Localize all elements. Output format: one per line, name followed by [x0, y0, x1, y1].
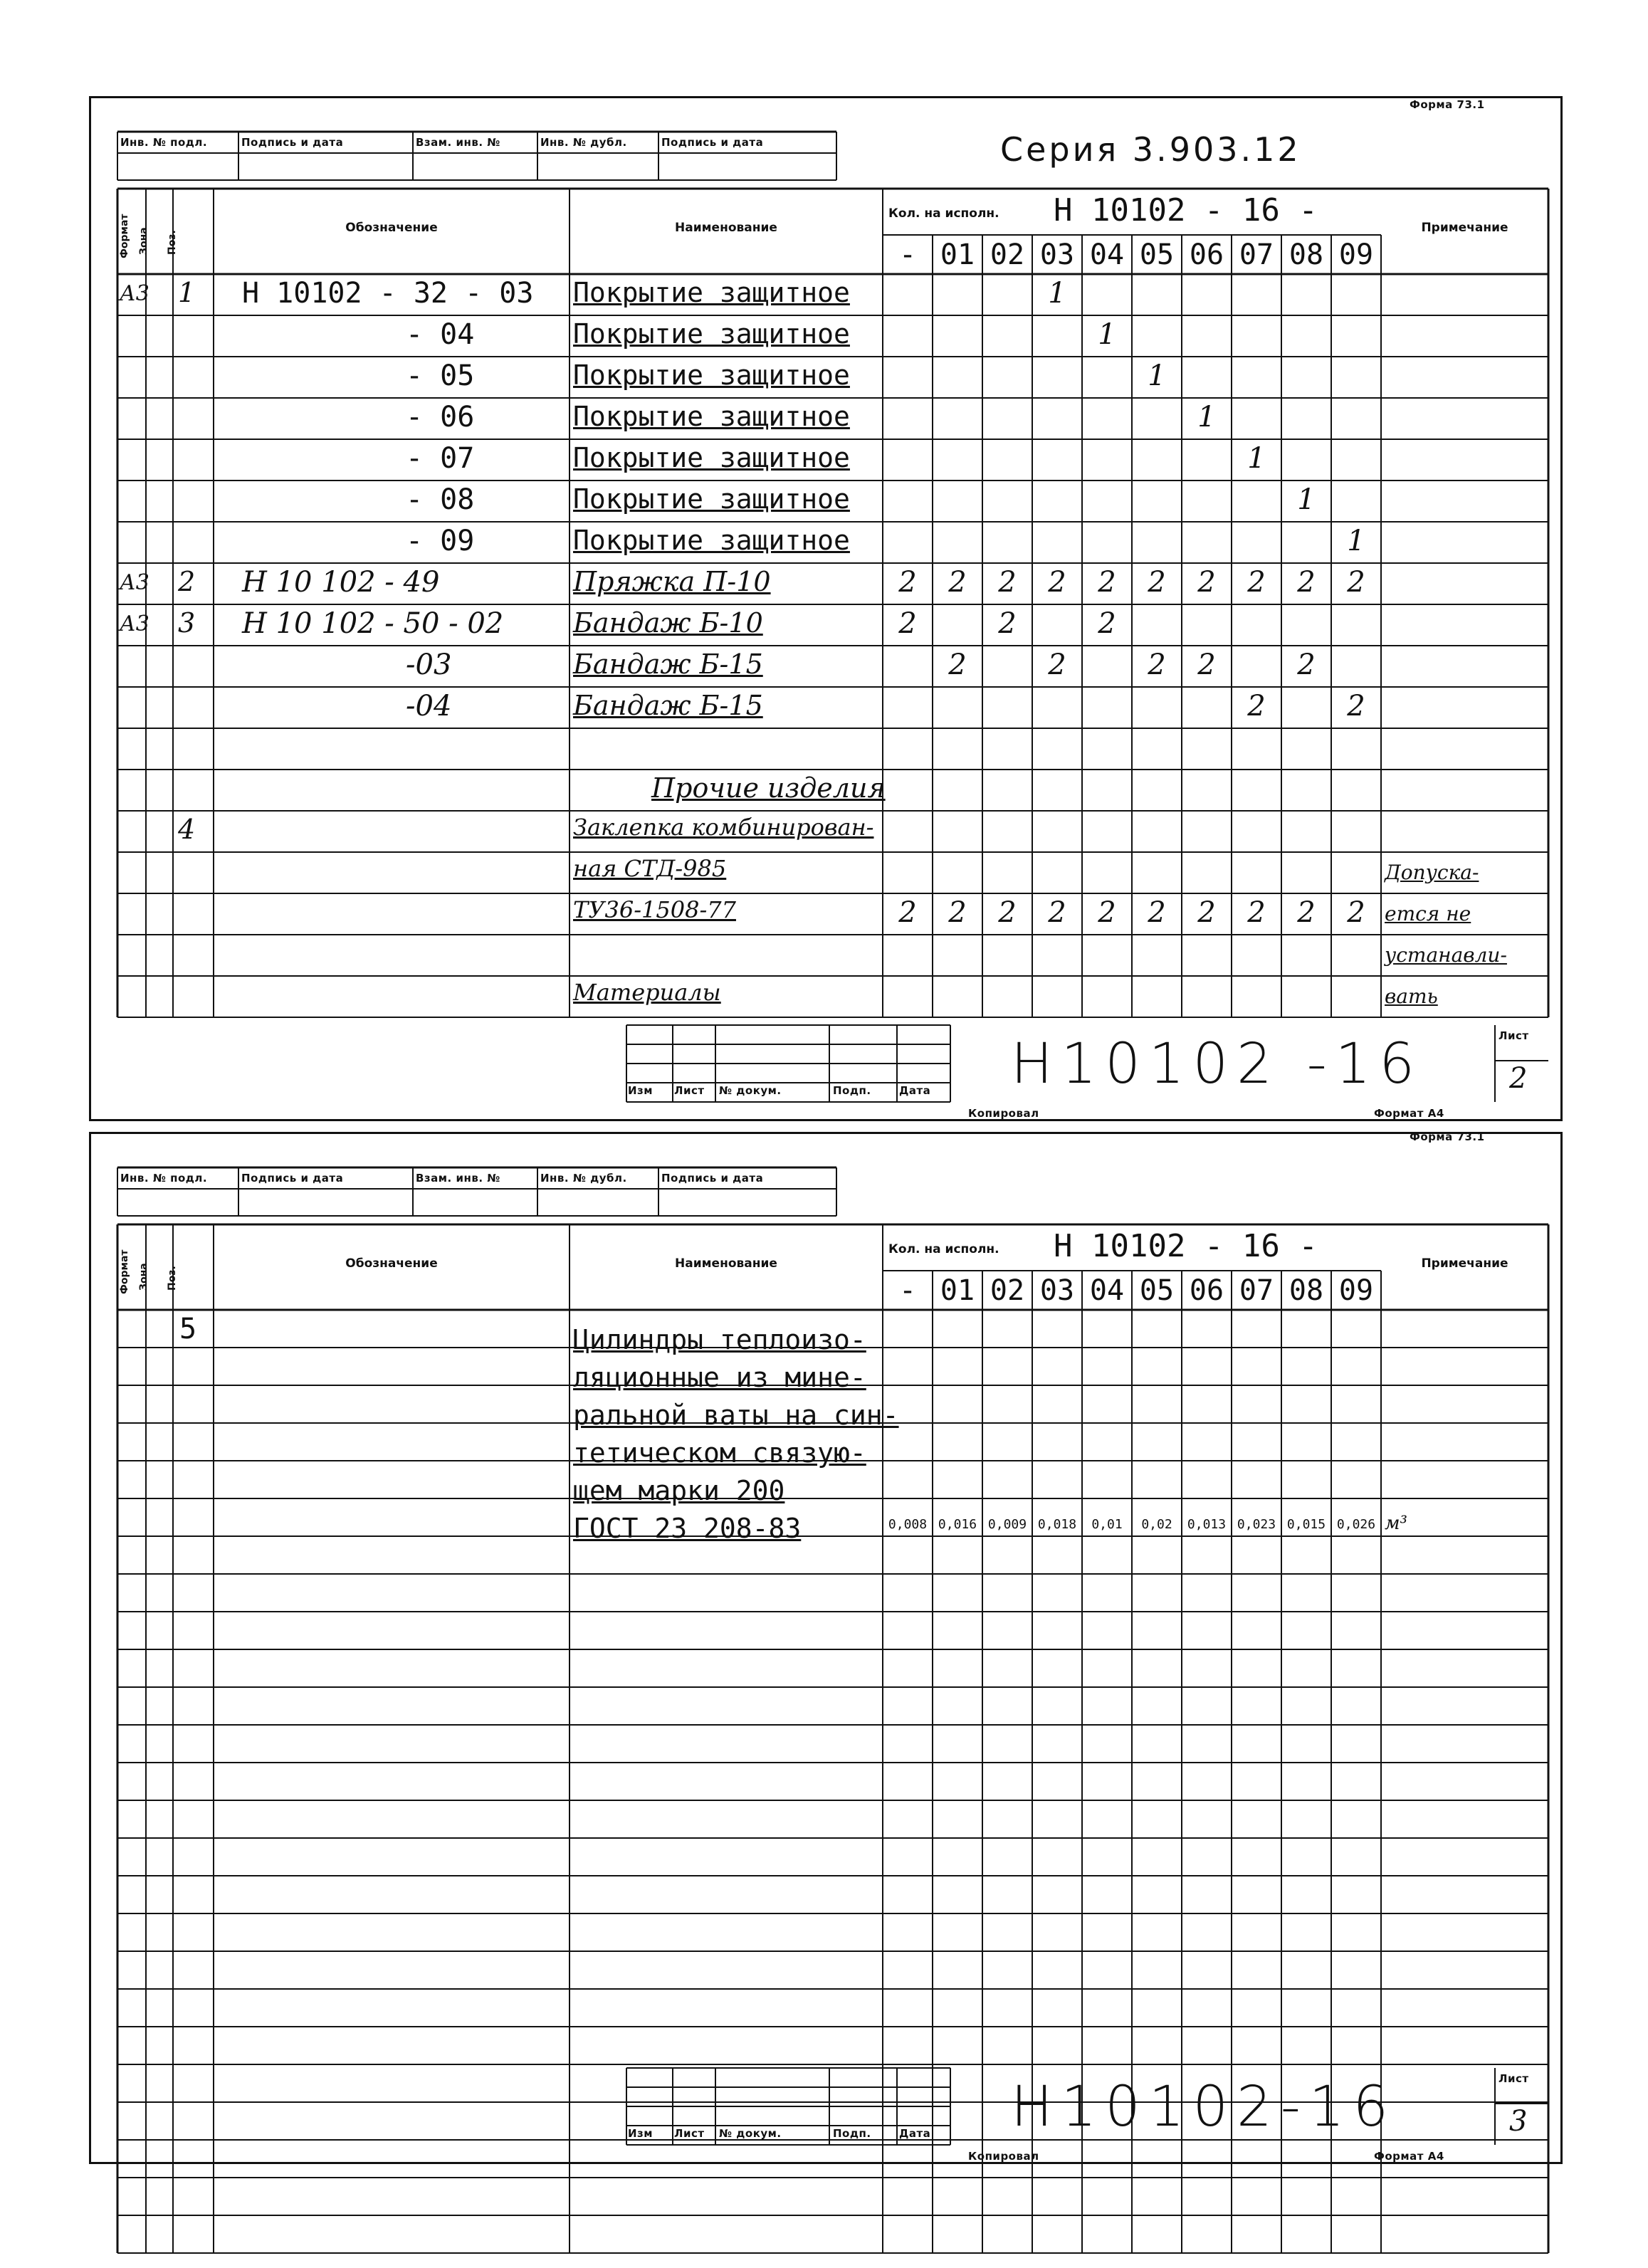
row-qty: 2: [1098, 896, 1116, 929]
row-name: Покрытие защитное: [573, 359, 850, 391]
col-name-header: Наименование: [675, 221, 777, 235]
title-doc: № докум.: [719, 2127, 782, 2140]
row-designation: - 05: [406, 359, 475, 392]
row-qty: 0,009: [987, 1516, 1027, 1532]
row-qty: 2: [1197, 649, 1216, 681]
variant-header: 02: [990, 1274, 1025, 1307]
variant-header: 01: [940, 238, 975, 271]
row-qty: 0,023: [1237, 1516, 1276, 1532]
col-designation-header: Обозначение: [345, 221, 438, 235]
row-qty: 2: [1247, 896, 1266, 929]
row-name: ТУ36-1508-77: [573, 896, 736, 923]
document-code: Н10102 -16: [1011, 1032, 1423, 1096]
row-qty: 1: [1297, 483, 1316, 516]
row-name: Материалы: [573, 979, 721, 1006]
row-designation: Н 10 102 - 50 - 02: [242, 607, 504, 640]
row-position: 3: [178, 607, 196, 639]
row-qty: 1: [1148, 359, 1166, 392]
row-qty: 1: [1197, 401, 1216, 434]
row-qty: 0,026: [1336, 1516, 1376, 1532]
variant-header: 02: [990, 238, 1025, 271]
variant-header: 05: [1139, 1274, 1175, 1307]
row-name: Прочие изделия: [651, 772, 886, 804]
row-name: Покрытие защитное: [573, 318, 850, 350]
col-note-header: Примечание: [1421, 1256, 1508, 1271]
title-date: Дата: [899, 1084, 931, 1097]
row-name-line: ГОСТ 23 208-83: [573, 1512, 802, 1544]
row-designation: Н 10 102 - 49: [242, 566, 440, 599]
row-unit: м³: [1385, 1512, 1407, 1534]
row-qty: 0,013: [1187, 1516, 1227, 1532]
form-label-2: Форма 73.1: [1410, 1130, 1485, 1143]
variant-header: 09: [1338, 238, 1374, 271]
row-qty: 2: [948, 649, 967, 681]
row-qty: 2: [998, 607, 1017, 640]
variant-header: -: [898, 1274, 917, 1307]
row-qty: 2: [1048, 649, 1066, 681]
row-qty: 2: [898, 566, 917, 599]
row-qty: 0,008: [888, 1516, 928, 1532]
title-list: Лист: [674, 2127, 705, 2140]
row-qty: 1: [1247, 442, 1266, 475]
row-qty: 2: [898, 896, 917, 929]
variant-header: 07: [1239, 1274, 1274, 1307]
col-zone-header: Зона: [138, 1263, 149, 1291]
row-qty: 2: [998, 896, 1017, 929]
col-pos-header: Поз.: [167, 1266, 178, 1291]
variant-header: 06: [1189, 238, 1224, 271]
row-qty: 2: [1098, 607, 1116, 640]
format-label: Формат А4: [1374, 1107, 1444, 1120]
row-name-line: тетическом связую-: [573, 1437, 866, 1469]
stamp-header: Инв. № дубл.: [540, 136, 627, 149]
stamp-header: Подпись и дата: [241, 136, 344, 149]
variant-header: 04: [1089, 1274, 1125, 1307]
row-qty: 2: [1247, 690, 1266, 723]
row-qty: 1: [1098, 318, 1116, 351]
row-qty: 1: [1347, 525, 1365, 557]
row-designation: - 07: [406, 442, 475, 475]
row-name: Покрытие защитное: [573, 401, 850, 432]
col-format-header: Формат: [119, 214, 130, 258]
row-qty: 0,01: [1091, 1516, 1123, 1532]
row-qty: 2: [948, 566, 967, 599]
row-qty: 2: [1197, 896, 1216, 929]
copied-label: Копировал: [968, 2150, 1039, 2163]
row-qty: 2: [1347, 690, 1365, 723]
title-date: Дата: [899, 2127, 931, 2140]
col-pos-header: Поз.: [167, 230, 178, 255]
title-sign: Подп.: [833, 2127, 871, 2140]
row-qty: 2: [1247, 566, 1266, 599]
row-name-line: Цилиндры теплоизо-: [573, 1323, 866, 1355]
row-format: А3: [120, 281, 149, 306]
row-qty: 1: [1048, 277, 1066, 310]
row-note: вать: [1385, 985, 1438, 1008]
row-qty: 2: [948, 896, 967, 929]
col-note-header: Примечание: [1421, 221, 1508, 235]
variant-header: 05: [1139, 238, 1175, 271]
row-name: Пряжка П-10: [573, 566, 771, 597]
row-qty: 2: [1148, 896, 1166, 929]
row-designation: Н 10102 - 32 - 03: [242, 277, 534, 310]
row-qty: 2: [1148, 566, 1166, 599]
title-doc: № докум.: [719, 1084, 782, 1097]
stamp-header: Взам. инв. №: [416, 136, 500, 149]
stamp-header: Подпись и дата: [661, 1172, 764, 1185]
stamp-header: Подпись и дата: [241, 1172, 344, 1185]
row-qty: 2: [1297, 896, 1316, 929]
row-note: ется не: [1385, 902, 1471, 925]
row-qty: 2: [1347, 896, 1365, 929]
document-code: Н10102-16: [1011, 2075, 1397, 2139]
row-name: Покрытие защитное: [573, 483, 850, 515]
row-qty: 0,015: [1286, 1516, 1326, 1532]
variant-header: 08: [1289, 1274, 1324, 1307]
row-qty: 0,016: [938, 1516, 977, 1532]
row-name: Покрытие защитное: [573, 525, 850, 556]
row-name: Заклепка комбинирован-: [573, 814, 874, 841]
col-qty-header: Кол. на исполн.: [888, 206, 999, 221]
row-note: Допуска-: [1385, 861, 1479, 884]
variant-header: 01: [940, 1274, 975, 1307]
col-qty-header: Кол. на исполн.: [888, 1242, 999, 1256]
row-qty: 2: [998, 566, 1017, 599]
row-name: Бандаж Б-15: [573, 690, 763, 721]
col-zone-header: Зона: [138, 227, 149, 255]
row-qty: 2: [1197, 566, 1216, 599]
row-designation: - 08: [406, 483, 475, 516]
row-name: Покрытие защитное: [573, 277, 850, 308]
row-name: Покрытие защитное: [573, 442, 850, 473]
stamp-header: Инв. № подл.: [120, 136, 208, 149]
row-qty: 2: [1347, 566, 1365, 599]
row-designation: -04: [406, 690, 452, 723]
row-designation: -03: [406, 649, 452, 681]
sheet-label: Лист: [1499, 2072, 1529, 2085]
row-position: 4: [178, 814, 196, 845]
variant-header: 03: [1039, 238, 1075, 271]
variant-header: 08: [1289, 238, 1324, 271]
sheet-label: Лист: [1499, 1029, 1529, 1042]
row-designation: - 04: [406, 318, 475, 351]
row-qty: 2: [1098, 566, 1116, 599]
row-qty: 2: [1297, 649, 1316, 681]
row-designation: - 09: [406, 525, 475, 557]
row-name: Бандаж Б-15: [573, 649, 763, 680]
row-name: ная СТД-985: [573, 855, 727, 882]
row-qty: 2: [1297, 566, 1316, 599]
row-name-line: щем марки 200: [573, 1474, 785, 1506]
col-name-header: Наименование: [675, 1256, 777, 1271]
row-qty: 2: [1048, 896, 1066, 929]
row-position: 5: [179, 1313, 197, 1345]
variant-header: 04: [1089, 238, 1125, 271]
row-qty: 2: [898, 607, 917, 640]
row-qty: 0,02: [1141, 1516, 1172, 1532]
row-designation: - 06: [406, 401, 475, 434]
stamp-header: Инв. № подл.: [120, 1172, 208, 1185]
row-position: 2: [178, 566, 196, 597]
row-note: устанавли-: [1385, 943, 1507, 967]
variant-header: -: [898, 238, 917, 271]
title-izm: Изм: [628, 1084, 654, 1097]
variant-header: 03: [1039, 1274, 1075, 1307]
row-qty: 2: [1148, 649, 1166, 681]
title-list: Лист: [674, 1084, 705, 1097]
row-qty: 2: [1048, 566, 1066, 599]
form-label-1: Форма 73.1: [1410, 98, 1485, 111]
title-izm: Изм: [628, 2127, 654, 2140]
variant-header: 09: [1338, 1274, 1374, 1307]
row-name: Бандаж Б-10: [573, 607, 763, 639]
stamp-header: Подпись и дата: [661, 136, 764, 149]
sheet-number: 2: [1509, 1062, 1528, 1095]
format-label: Формат А4: [1374, 2150, 1444, 2163]
variant-header: 07: [1239, 238, 1274, 271]
title-sign: Подп.: [833, 1084, 871, 1097]
row-qty: 0,018: [1037, 1516, 1077, 1532]
qty-code: Н 10102 - 16 -: [1054, 1228, 1318, 1264]
row-format: А3: [120, 611, 149, 636]
variant-header: 06: [1189, 1274, 1224, 1307]
sheet-number: 3: [1509, 2105, 1528, 2138]
stamp-header: Взам. инв. №: [416, 1172, 500, 1185]
col-format-header: Формат: [119, 1249, 130, 1294]
row-name-line: ляционные из мине-: [573, 1361, 866, 1393]
series-title: Серия 3.903.12: [1000, 130, 1301, 169]
row-format: А3: [120, 570, 149, 595]
col-designation-header: Обозначение: [345, 1256, 438, 1271]
qty-code: Н 10102 - 16 -: [1054, 192, 1318, 229]
copied-label: Копировал: [968, 1107, 1039, 1120]
row-name-line: ральной ваты на син-: [573, 1399, 899, 1431]
stamp-header: Инв. № дубл.: [540, 1172, 627, 1185]
row-position: 1: [178, 277, 196, 308]
